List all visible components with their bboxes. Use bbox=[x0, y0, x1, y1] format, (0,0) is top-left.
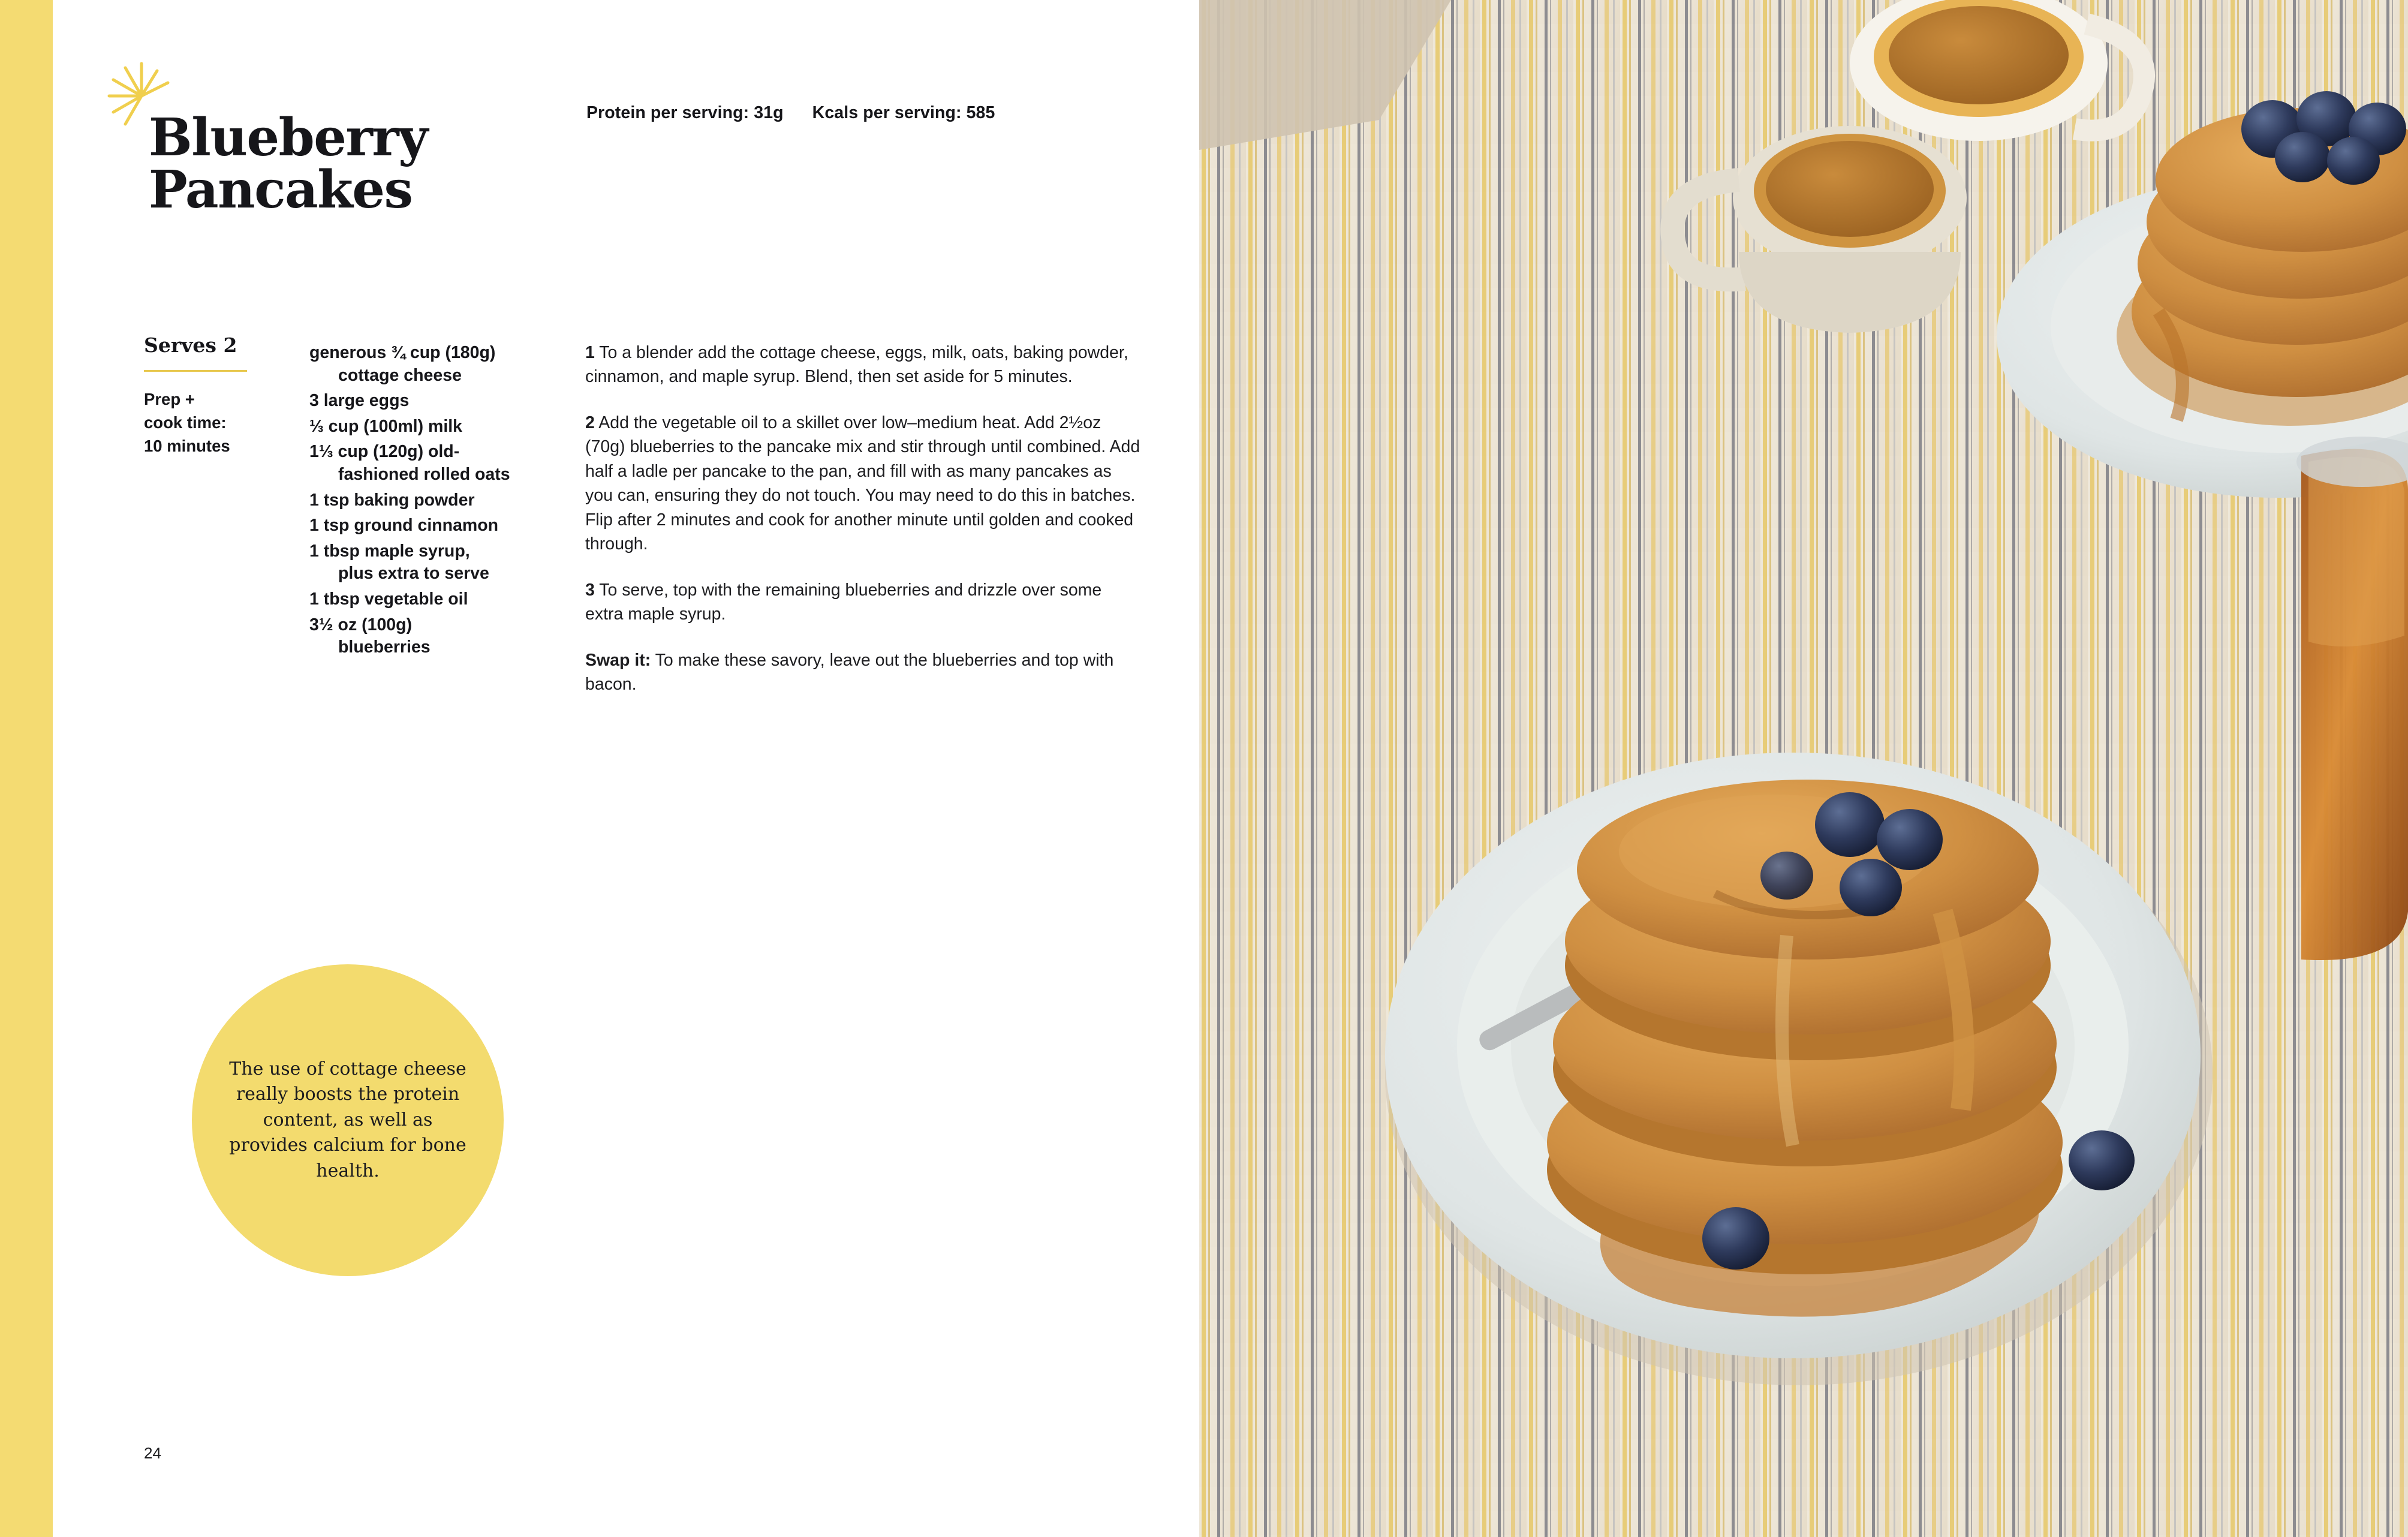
swap-it-text: To make these savory, leave out the blueberries and top with bacon. bbox=[585, 650, 1114, 694]
ingredient-text-cont: blueberries bbox=[338, 637, 431, 657]
ingredient-item bbox=[309, 441, 585, 486]
ingredient-item bbox=[309, 588, 585, 611]
ingredients-items bbox=[309, 342, 585, 659]
swap-it-label: Swap it: bbox=[585, 650, 651, 670]
step-number: 3 bbox=[585, 580, 595, 600]
page-number: 24 bbox=[144, 1444, 161, 1462]
method-step bbox=[585, 578, 1143, 627]
step-text: To serve, top with the remaining blueberries and drizzle over some extra maple syrup. bbox=[585, 580, 1102, 624]
prep-line-2: 10 minutes bbox=[144, 437, 230, 456]
kcals-per-serving: Kcals per serving: 585 bbox=[812, 103, 995, 122]
ingredient-item bbox=[309, 515, 585, 537]
nutrition-line bbox=[586, 103, 995, 123]
serves-label: Serves 2 bbox=[144, 333, 237, 357]
ingredient-text: 1⅓ cup (120g) old- bbox=[309, 442, 460, 462]
recipe-text-column bbox=[53, 0, 1199, 1537]
ingredient-text: ⅓ cup (100ml) milk bbox=[309, 416, 463, 436]
ingredient-text: 1 tbsp vegetable oil bbox=[309, 589, 468, 609]
recipe-title bbox=[149, 107, 592, 221]
ingredient-item bbox=[309, 540, 585, 585]
method-step bbox=[585, 341, 1143, 389]
swap-it-note bbox=[585, 648, 1143, 697]
method-step bbox=[585, 411, 1143, 557]
ingredient-item bbox=[309, 489, 585, 512]
prep-line-1: cook time: bbox=[144, 413, 227, 432]
ingredient-text: generous ¾ cup (180g) bbox=[309, 343, 496, 362]
meta-divider bbox=[144, 370, 247, 372]
ingredient-item bbox=[309, 390, 585, 413]
recipe-title-line2: Pancakes bbox=[149, 160, 413, 221]
ingredient-text-cont: fashioned rolled oats bbox=[338, 465, 510, 485]
step-text: Add the vegetable oil to a skillet over low–medium heat. Add 2½oz (70g) blueberries to the pancake mix and stir through until combined. Add half a ladle per pancake to the pan, and fill with as many pancakes as you can, ensuring they do not touch. You may need to do this in batches. Flip after 2 minutes and cook for another minute until golden and cooked through. bbox=[585, 413, 1140, 554]
ingredient-item bbox=[309, 614, 585, 659]
ingredients-list bbox=[309, 342, 585, 662]
ingredient-text: 1 tsp baking powder bbox=[309, 490, 475, 510]
recipe-meta bbox=[144, 333, 294, 458]
ingredient-text: 3 large eggs bbox=[309, 391, 410, 411]
method-steps bbox=[585, 341, 1143, 697]
recipe-photo bbox=[1199, 0, 2408, 1537]
ingredient-item bbox=[309, 342, 585, 387]
ingredient-item bbox=[309, 416, 585, 438]
page-spine-bar bbox=[0, 0, 53, 1537]
ingredient-text-cont: cottage cheese bbox=[338, 365, 462, 385]
protein-per-serving: Protein per serving: 31g bbox=[586, 103, 784, 122]
step-number: 1 bbox=[585, 343, 595, 362]
ingredient-text: 3½ oz (100g) bbox=[309, 615, 413, 634]
ingredient-text-cont: plus extra to serve bbox=[338, 564, 489, 583]
ingredient-text: 1 tsp ground cinnamon bbox=[309, 516, 499, 536]
step-number: 2 bbox=[585, 413, 595, 432]
step-text: To a blender add the cottage cheese, eggs, milk, oats, baking powder, cinnamon, and maple syrup. Blend, then set aside for 5 minutes. bbox=[585, 343, 1128, 387]
ingredient-text: 1 tbsp maple syrup, bbox=[309, 541, 470, 561]
tip-callout bbox=[192, 964, 504, 1276]
prep-cook-time bbox=[144, 387, 294, 458]
tip-text: The use of cottage cheese really boosts the protein content, as well as provides calcium for bone health. bbox=[229, 1058, 466, 1181]
prep-line-0: Prep + bbox=[144, 390, 195, 408]
recipe-title-line1: Blueberry bbox=[149, 107, 428, 168]
